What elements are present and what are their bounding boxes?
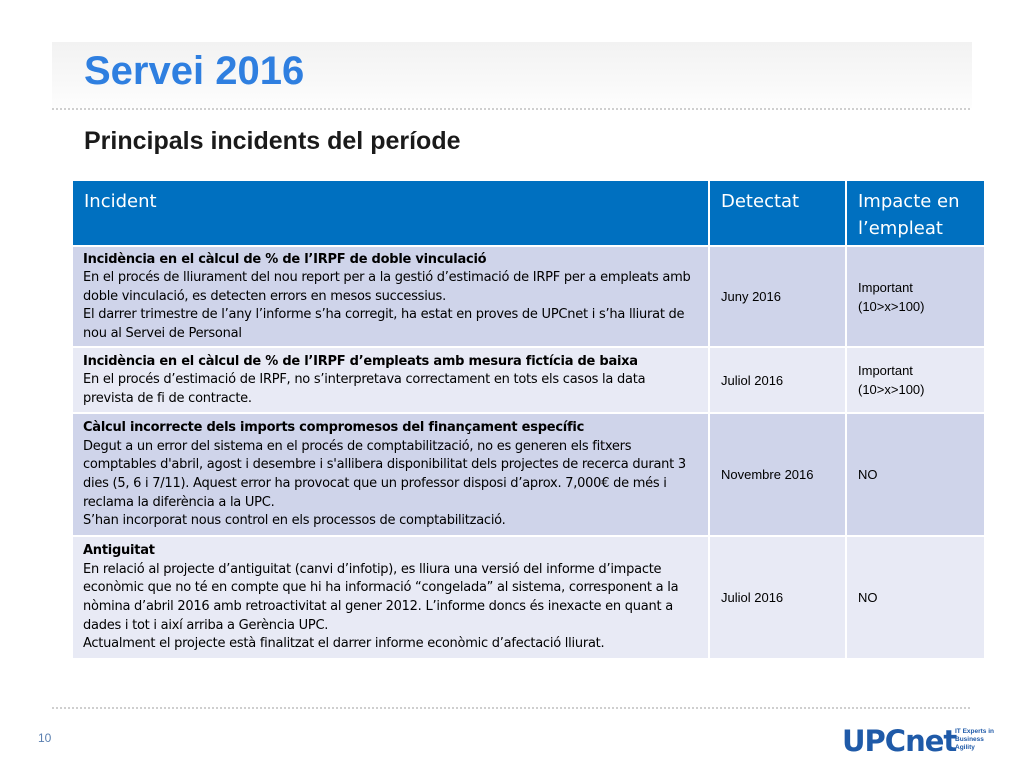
page-number: 10 <box>38 731 52 745</box>
slide-title: Servei 2016 <box>84 49 305 93</box>
incident-line: En el procés de lliurament del nou report per a la gestió d’estimació de IRPF per a empleats amb <box>83 270 691 286</box>
incident-line: dies (5, 6 i 7/11). Aquest error ha provocat que un professor disposi d’aprox. 7,000€ de més i <box>83 476 667 491</box>
detected-cell: Novembre 2016 <box>709 413 846 536</box>
incident-line: Degut a un error del sistema en el procés de comptabilització, no es generen els fitxers <box>83 438 632 454</box>
table-header-row <box>72 180 985 246</box>
impact-cell: Important (10>x>100) <box>846 246 985 347</box>
detected-cell: Juliol 2016 <box>709 347 846 413</box>
incident-cell <box>72 413 709 536</box>
table-row <box>72 413 985 536</box>
incident-line: dades i tot i així arriba a Gerència UPC. <box>83 617 329 633</box>
incident-title: Incidència en el càlcul de % de l’IRPF d’empleats amb mesura fictícia de baixa <box>83 353 638 369</box>
incident-line: En relació al projecte d’antiguitat (canvi d’infotip), es lliura una versió del informe d’impacte <box>83 561 662 577</box>
impact-cell: NO <box>846 536 985 659</box>
divider-top <box>52 108 970 110</box>
incident-title: Incidència en el càlcul de % de l’IRPF de doble vinculació <box>83 251 487 267</box>
header-incident: Incident <box>72 180 709 246</box>
incident-line: El darrer trimestre de l’any l’informe s’ha corregit, ha estat en proves de UPCnet i s’ha lliurat de <box>83 307 685 323</box>
incident-line: Actualment el projecte està finalitzat el darrer informe econòmic d’afectació lliurat. <box>83 636 605 652</box>
impact-cell: Important (10>x>100) <box>846 347 985 413</box>
impact-cell: NO <box>846 413 985 536</box>
incident-cell <box>72 347 709 413</box>
incident-line: nòmina d’abril 2016 amb retroactivitat al gener 2012. L’informe doncs és inexacte en quant a <box>83 599 673 614</box>
logo-wordmark: UPCnet <box>842 724 957 758</box>
slide-subtitle: Principals incidents del període <box>84 127 461 155</box>
incident-line: doble vinculació, es detecten errors en mesos successius. <box>83 288 446 304</box>
incident-cell <box>72 246 709 347</box>
incident-cell <box>72 536 709 659</box>
incident-line: S’han incorporat nous control en els processos de comptabilització. <box>83 513 506 529</box>
incident-line: nou al Servei de Personal <box>83 325 242 341</box>
table-row <box>72 347 985 413</box>
incident-line: reclama la diferència a la UPC. <box>83 494 275 510</box>
incident-line: prevista de fi de contracte. <box>83 390 252 406</box>
incident-title: Càlcul incorrecte dels imports compromesos del finançament específic <box>83 420 585 436</box>
header-impact: Impacte en l’empleat <box>846 180 985 246</box>
detected-cell: Juny 2016 <box>709 246 846 347</box>
incidents-table <box>71 179 986 660</box>
incident-title: Antiguitat <box>83 543 155 559</box>
table-row <box>72 246 985 347</box>
incident-line: En el procés d’estimació de IRPF, no s’interpretava correctament en tots els casos la data <box>83 372 646 388</box>
detected-cell: Juliol 2016 <box>709 536 846 659</box>
incident-line: econòmic que no té en compte que hi ha informació “congelada” al sistema, corresponent a la <box>83 580 679 596</box>
upcnet-logo <box>842 724 1012 758</box>
divider-bottom <box>52 707 970 709</box>
logo-tagline: IT Experts in Business Agility <box>955 728 995 751</box>
table-row <box>72 536 985 659</box>
incident-line: comptables d'abril, agost i desembre i s'allibera disponibilitat dels projectes de recerca durant 3 <box>83 457 686 473</box>
header-detected: Detectat <box>709 180 846 246</box>
